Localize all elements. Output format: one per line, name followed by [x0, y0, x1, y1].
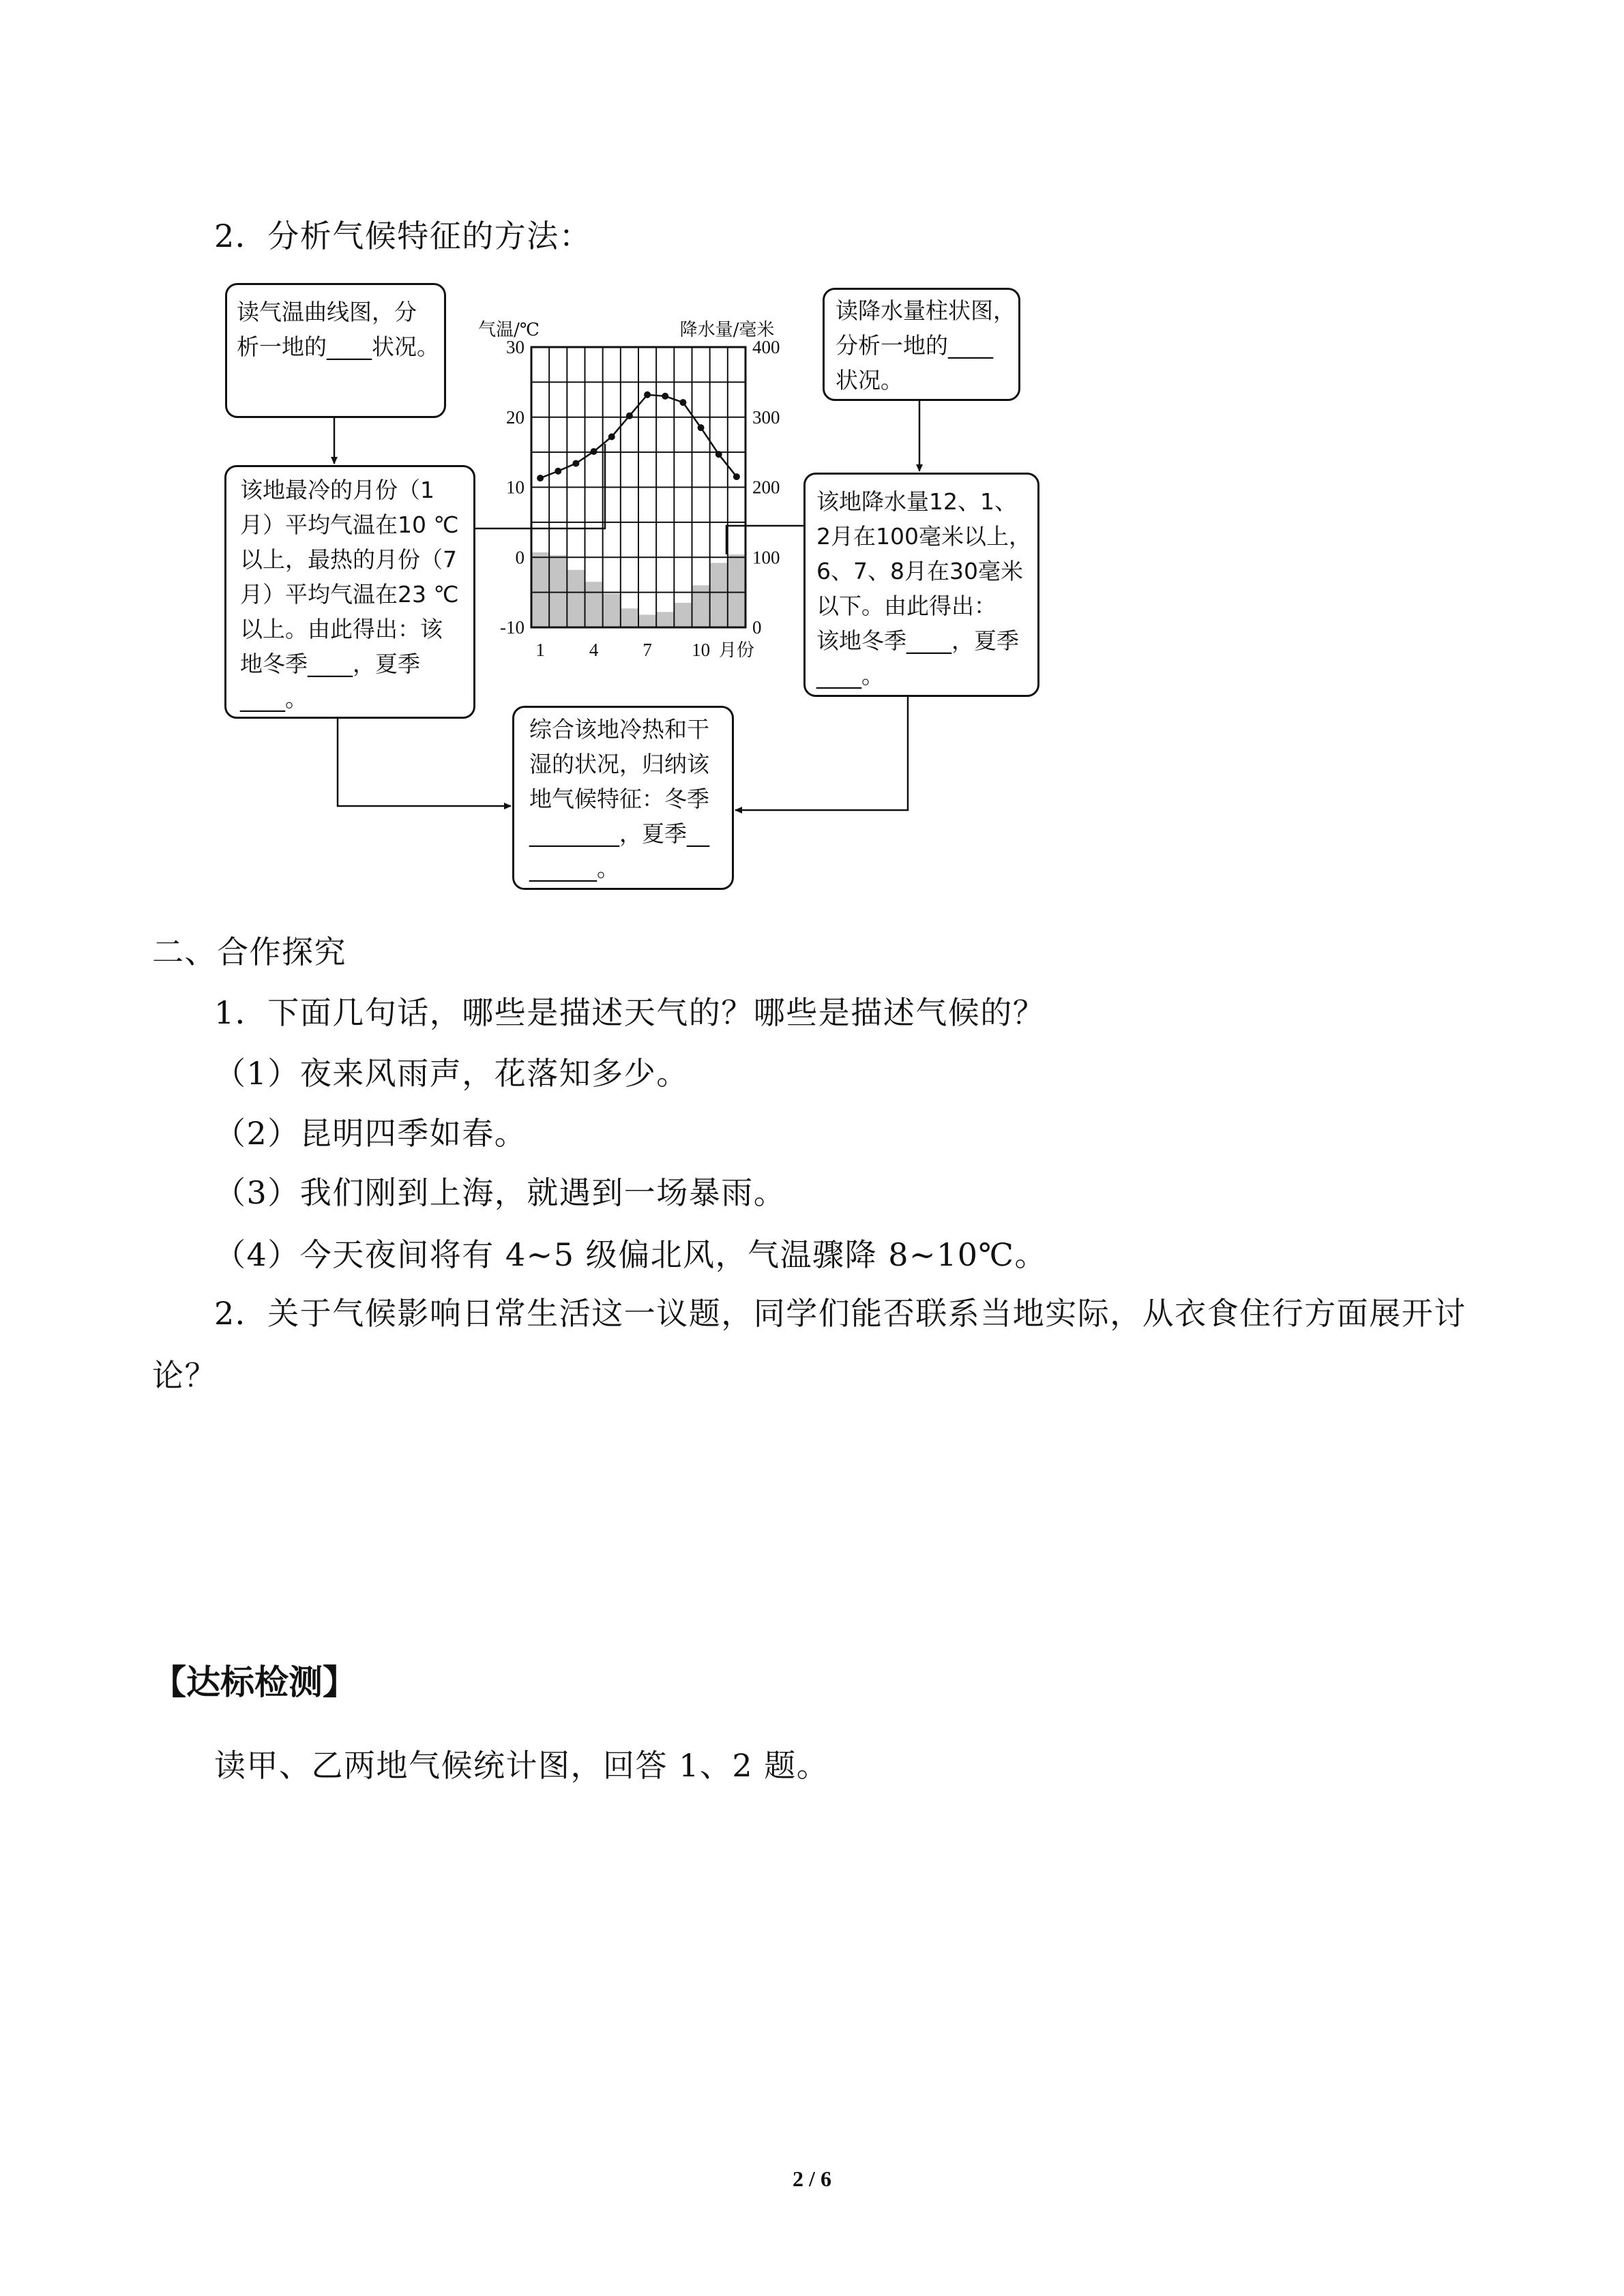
temperature-point-5 [608, 434, 615, 441]
x-axis-tick-label: 7 [643, 640, 652, 660]
climate-analysis-diagram [205, 273, 1064, 900]
x-axis-tick-label: 1 [535, 640, 545, 660]
precipitation-bar-2 [549, 555, 567, 627]
precipitation-bar-1 [531, 552, 549, 627]
box-line: ________，夏季__ [529, 820, 709, 847]
precipitation-result-box [803, 473, 1039, 697]
temperature-point-6 [626, 413, 633, 419]
box-line: 状况。 [836, 367, 903, 393]
precipitation-bar-11 [710, 563, 728, 627]
box-line: 该地最冷的月份（1 [240, 477, 434, 503]
question-1-item: （4）今天夜间将有 4~5 级偏北风，气温骤降 8~10℃。 [214, 1236, 1048, 1273]
precipitation-bar-4 [585, 582, 603, 627]
box-line: 析一地的____状况。 [237, 333, 439, 360]
temperature-point-7 [644, 391, 651, 398]
left-axis-title: 气温/℃ [478, 320, 540, 340]
precipitation-bar-12 [728, 554, 745, 627]
box-line: 综合该地冷热和干 [529, 716, 709, 743]
precipitation-reading-box [823, 288, 1020, 401]
box-line: 以下。由此得出： [816, 593, 996, 619]
left-axis-tick-label: -10 [500, 617, 525, 638]
box-line: 月）平均气温在10 ℃ [240, 511, 459, 538]
left-axis-tick-label: 10 [506, 477, 525, 498]
question-1-item: （2）昆明四季如春。 [214, 1115, 527, 1152]
right-axis-tick-label: 200 [752, 477, 780, 498]
box-line: 地气候特征：冬季 [529, 786, 709, 812]
question-1-item: （1）夜来风雨声，花落知多少。 [214, 1055, 689, 1092]
box-line: 以上。由此得出：该 [240, 616, 443, 642]
question-2-line: 2．关于气候影响日常生活这一议题，同学们能否联系当地实际，从衣食住行方面展开讨 [214, 1295, 1466, 1332]
box-line: ____。 [240, 685, 308, 712]
arrow-precip-result-to-summary [735, 697, 908, 810]
box-line: 分析一地的____ [836, 332, 993, 359]
box-line: 月）平均气温在23 ℃ [240, 581, 459, 608]
box-line: 湿的状况，归纳该 [529, 751, 709, 777]
left-axis-tick-label: 20 [506, 406, 525, 428]
precipitation-bar-10 [692, 585, 710, 627]
box-line: ____。 [816, 662, 884, 689]
precipitation-bar-7 [638, 615, 656, 627]
method-title: 2．分析气候特征的方法： [214, 218, 592, 254]
question-1-item: （3）我们刚到上海，就遇到一场暴雨。 [214, 1174, 786, 1211]
left-axis-tick-label: 0 [515, 547, 525, 568]
box-line: 该地降水量12、1、 [816, 488, 1017, 515]
temperature-point-1 [537, 475, 544, 481]
precipitation-bar-9 [674, 603, 692, 627]
page-number: 2 / 6 [793, 2166, 831, 2191]
arrow-temp-result-to-summary [338, 719, 511, 806]
box-line: 2月在100毫米以上， [816, 523, 1031, 550]
temperature-point-2 [555, 468, 561, 475]
left-axis-tick-label: 30 [506, 337, 525, 357]
section-heading-assessment: 【达标检测】 [152, 1663, 357, 1702]
temperature-point-4 [591, 448, 597, 455]
temperature-point-8 [662, 393, 668, 400]
right-axis-title: 降水量/毫米 [679, 320, 775, 340]
climate-summary-box [512, 706, 734, 890]
temperature-point-10 [698, 424, 705, 431]
box-line: ______。 [529, 855, 619, 882]
box-line: 该地冬季____，夏季 [816, 627, 1019, 654]
question-1: 1．下面几句话，哪些是描述天气的？哪些是描述气候的？ [214, 994, 1046, 1031]
x-axis-label: 月份 [718, 640, 754, 661]
section-heading-cooperation: 二、合作探究 [152, 934, 346, 970]
box-line: 读气温曲线图，分 [237, 299, 417, 325]
right-axis-tick-label: 400 [752, 337, 780, 357]
precipitation-bar-3 [567, 570, 585, 627]
x-axis-tick-label: 4 [589, 640, 599, 660]
precipitation-bar-6 [621, 608, 638, 627]
box-line: 地冬季____，夏季 [240, 651, 420, 677]
temperature-result-box [224, 465, 475, 719]
climate-chart [478, 320, 780, 661]
temperature-point-12 [733, 473, 740, 480]
right-axis-tick-label: 0 [752, 617, 762, 638]
precipitation-bar-8 [656, 612, 674, 627]
assessment-intro: 读甲、乙两地气候统计图，回答 1、2 题。 [214, 1747, 829, 1784]
precipitation-bar-5 [603, 594, 621, 627]
right-axis-tick-label: 100 [752, 547, 780, 568]
box-line: 6、7、8月在30毫米 [816, 558, 1023, 584]
box-line: 读降水量柱状图， [836, 297, 1016, 324]
x-axis-tick-label: 10 [692, 640, 711, 660]
question-2-line: 论？ [152, 1357, 217, 1394]
temperature-reading-box [225, 283, 446, 418]
temperature-point-3 [572, 460, 579, 467]
temperature-point-9 [679, 399, 686, 406]
box-line: 以上，最热的月份（7 [240, 546, 457, 573]
right-axis-tick-label: 300 [752, 406, 780, 428]
temperature-point-11 [715, 451, 722, 458]
